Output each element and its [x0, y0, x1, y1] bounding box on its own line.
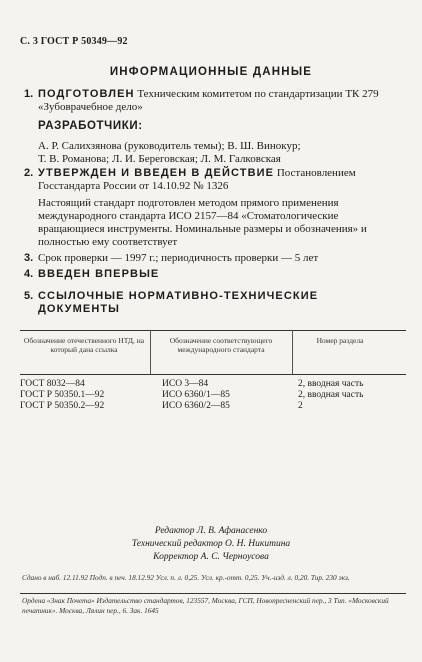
table-top-rule: [20, 330, 406, 331]
corrector-line: Корректор А. С. Черноусова: [153, 552, 269, 562]
section-1-number: 1.: [24, 88, 34, 100]
table-row: [20, 390, 406, 401]
table-cell-international: ИСО 6360/1—85: [162, 390, 230, 400]
section-5: [24, 290, 404, 316]
section-5-number: 5.: [24, 290, 34, 302]
section-2-paragraph: Настоящий стандарт подготовлен методом прямого применения международного стандарта ИСО 2157—84 «Стоматологические вращающиеся инструменты. Номинальные размеры и обозначения» и полностью ему соответствует: [38, 197, 367, 248]
developers-heading: РАЗРАБОТЧИКИ:: [38, 120, 143, 132]
table-cell-international: ИСО 6360/2—85: [162, 401, 230, 411]
table-header-rule: [20, 374, 406, 375]
section-3-text: Срок проверки — 1997 г.; периодичность проверки — 5 лет: [38, 252, 319, 264]
page-title: ИНФОРМАЦИОННЫЕ ДАННЫЕ: [109, 66, 313, 78]
table-cell-section: 2, вводная часть: [298, 390, 364, 400]
print-info: Сдано в наб. 12.11.92 Подп. в печ. 18.12.92 Усл. п. л. 0,25. Усл. кр.-отт. 0,25. Уч.-изд. л. 0,20. Тир. 230 экз.: [22, 573, 350, 582]
section-2: [24, 167, 404, 193]
table-cell-national: ГОСТ Р 50350.1—92: [20, 390, 105, 400]
table-row: [20, 379, 406, 390]
table-header-international: Обозначение соответствующего международного стандарта: [169, 336, 273, 354]
table-cell-section: 2: [298, 401, 303, 411]
section-5-lead: ССЫЛОЧНЫЕ НОРМАТИВНО-ТЕХНИЧЕСКИЕ ДОКУМЕНТЫ: [38, 290, 319, 315]
section-3: [24, 252, 404, 265]
section-4: [24, 268, 404, 281]
table-col-divider-2: [292, 330, 293, 374]
section-4-lead: ВВЕДЕН ВПЕРВЫЕ: [38, 268, 160, 280]
technical-editor-line: Технический редактор О. Н. Никитина: [131, 539, 291, 549]
table-row: [20, 401, 406, 412]
table-header-national: Обозначение отечественного НТД, на который дана ссылка: [23, 336, 145, 354]
table-col-divider-1: [150, 330, 151, 374]
table-cell-national: ГОСТ Р 50350.2—92: [20, 401, 105, 411]
developers-line-2: Т. В. Романова; Л. И. Береговская; Л. М. Галковская: [38, 153, 281, 165]
table-header-section: Номер раздела: [316, 336, 364, 345]
section-4-number: 4.: [24, 268, 34, 280]
section-1-text: Техническим комитетом по стандартизации ТК 279 «Зубоврачебное дело»: [38, 88, 379, 113]
section-1: [24, 88, 404, 114]
section-1-lead: ПОДГОТОВЛЕН: [38, 88, 135, 100]
publisher-info: Ордена «Знак Почета» Издательство стандартов, 123557, Москва, ГСП, Новопресненский пер., 3 Тип. «Московский печатник». Москва, Лялин пер., 6. Зак. 1645: [22, 596, 389, 615]
table-cell-national: ГОСТ 8032—84: [20, 379, 85, 389]
editor-line: Редактор Л. В. Афанасенко: [154, 526, 268, 536]
section-2-text: Постановлением Госстандарта России от 14.10.92 № 1326: [38, 167, 356, 192]
section-2-lead: УТВЕРЖДЕН И ВВЕДЕН В ДЕЙСТВИЕ: [38, 167, 275, 179]
table-cell-international: ИСО 3—84: [162, 379, 209, 389]
footer-rule: [20, 593, 406, 594]
section-3-number: 3.: [24, 252, 34, 264]
running-head: С. 3 ГОСТ Р 50349—92: [20, 36, 128, 47]
table-cell-section: 2, вводная часть: [298, 379, 364, 389]
developers-line-1: А. Р. Салихзянова (руководитель темы); В. Ш. Винокур;: [38, 140, 301, 152]
section-2-number: 2.: [24, 167, 34, 179]
